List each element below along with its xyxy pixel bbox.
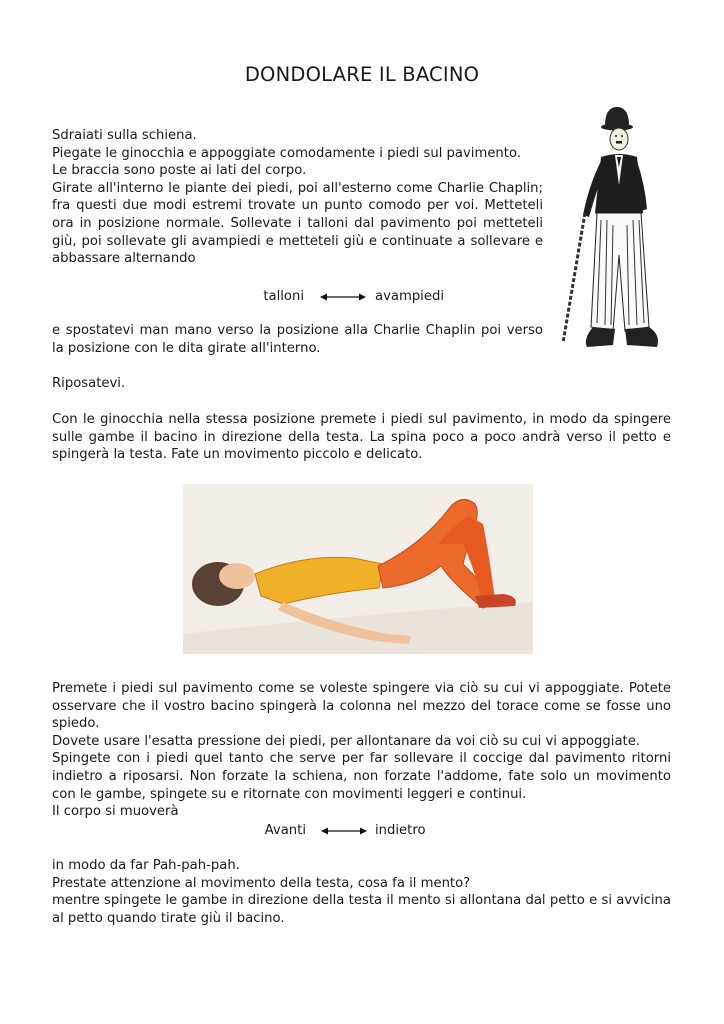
double-arrow-icon: [321, 826, 367, 836]
intro-block: [52, 127, 543, 268]
lower-line: Il corpo si muoverà: [52, 804, 179, 820]
intro-line: Le braccia sono poste ai lati del corpo.: [52, 163, 307, 179]
final-block: [52, 857, 671, 927]
intro-line: Girate all'interno le piante dei piedi, poi all'esterno come Charlie Chaplin; fra questi due modi estremi trovate un punto comodo per voi. Metteteli ora in posizione normale. Sollevate i talloni dal pavimento poi metteteli giù, poi sollevate gli avampiedi e metteteli giù e continuate a sollevare e abbassare alternando: [52, 180, 543, 267]
rest-line: Riposatevi.: [52, 376, 126, 391]
alternation-right-label: avampiedi: [375, 289, 444, 304]
press-paragraph: Con le ginocchia nella stessa posizione premete i piedi sul pavimento, in modo da spingere sulle gambe il bacino in direzione della testa. La spina poco a poco andrà verso il petto e spingerà la testa. Fate un movimento piccolo e delicato.: [52, 412, 671, 463]
alternation-left-label: Avanti: [264, 823, 306, 838]
alternation-left-label: talloni: [263, 289, 304, 304]
intro-line: Piegate le ginocchia e appoggiate comodamente i piedi sul pavimento.: [52, 145, 521, 161]
alternation-right-label: indietro: [375, 823, 426, 838]
lower-line: Spingete con i piedi quel tanto che serve per far sollevare il coccige dal pavimento ritorni indietro a riposarsi. Non forzate la schiena, non forzate l'addome, fate solo un movimento con le gambe, spingete su e ritornate con movimenti leggeri e continui.: [52, 751, 671, 802]
lower-line: Premete i piedi sul pavimento come se voleste spingere via ciò su cui vi appoggiate. Potete osservare che il vostro bacino spingerà la colonna nel mezzo del torace come se fosse uno spiedo.: [52, 681, 671, 732]
pelvic-exercise-illustration: [183, 484, 533, 654]
chaplin-illustration: [553, 105, 663, 360]
final-line: Prestate attenzione al movimento della testa, cosa fa il mento?: [52, 875, 471, 891]
lower-line: Dovete usare l'esatta pressione dei piedi, per allontanare da voi ciò su cui vi appoggiate.: [52, 733, 641, 749]
intro-line: Sdraiati sulla schiena.: [52, 128, 197, 143]
page-title: DONDOLARE IL BACINO: [244, 63, 480, 86]
double-arrow-icon: [320, 292, 366, 302]
final-line: mentre spingete le gambe in direzione della testa il mento si allontana dal petto e si avvicina al petto quando tirate giù il bacino.: [52, 893, 671, 926]
lower-block: [52, 680, 671, 821]
chaplin-paragraph: e spostatevi man mano verso la posizione alla Charlie Chaplin poi verso la posizione con le dita girate all'interno.: [52, 323, 543, 356]
final-line: in modo da far Pah-pah-pah.: [52, 858, 240, 873]
